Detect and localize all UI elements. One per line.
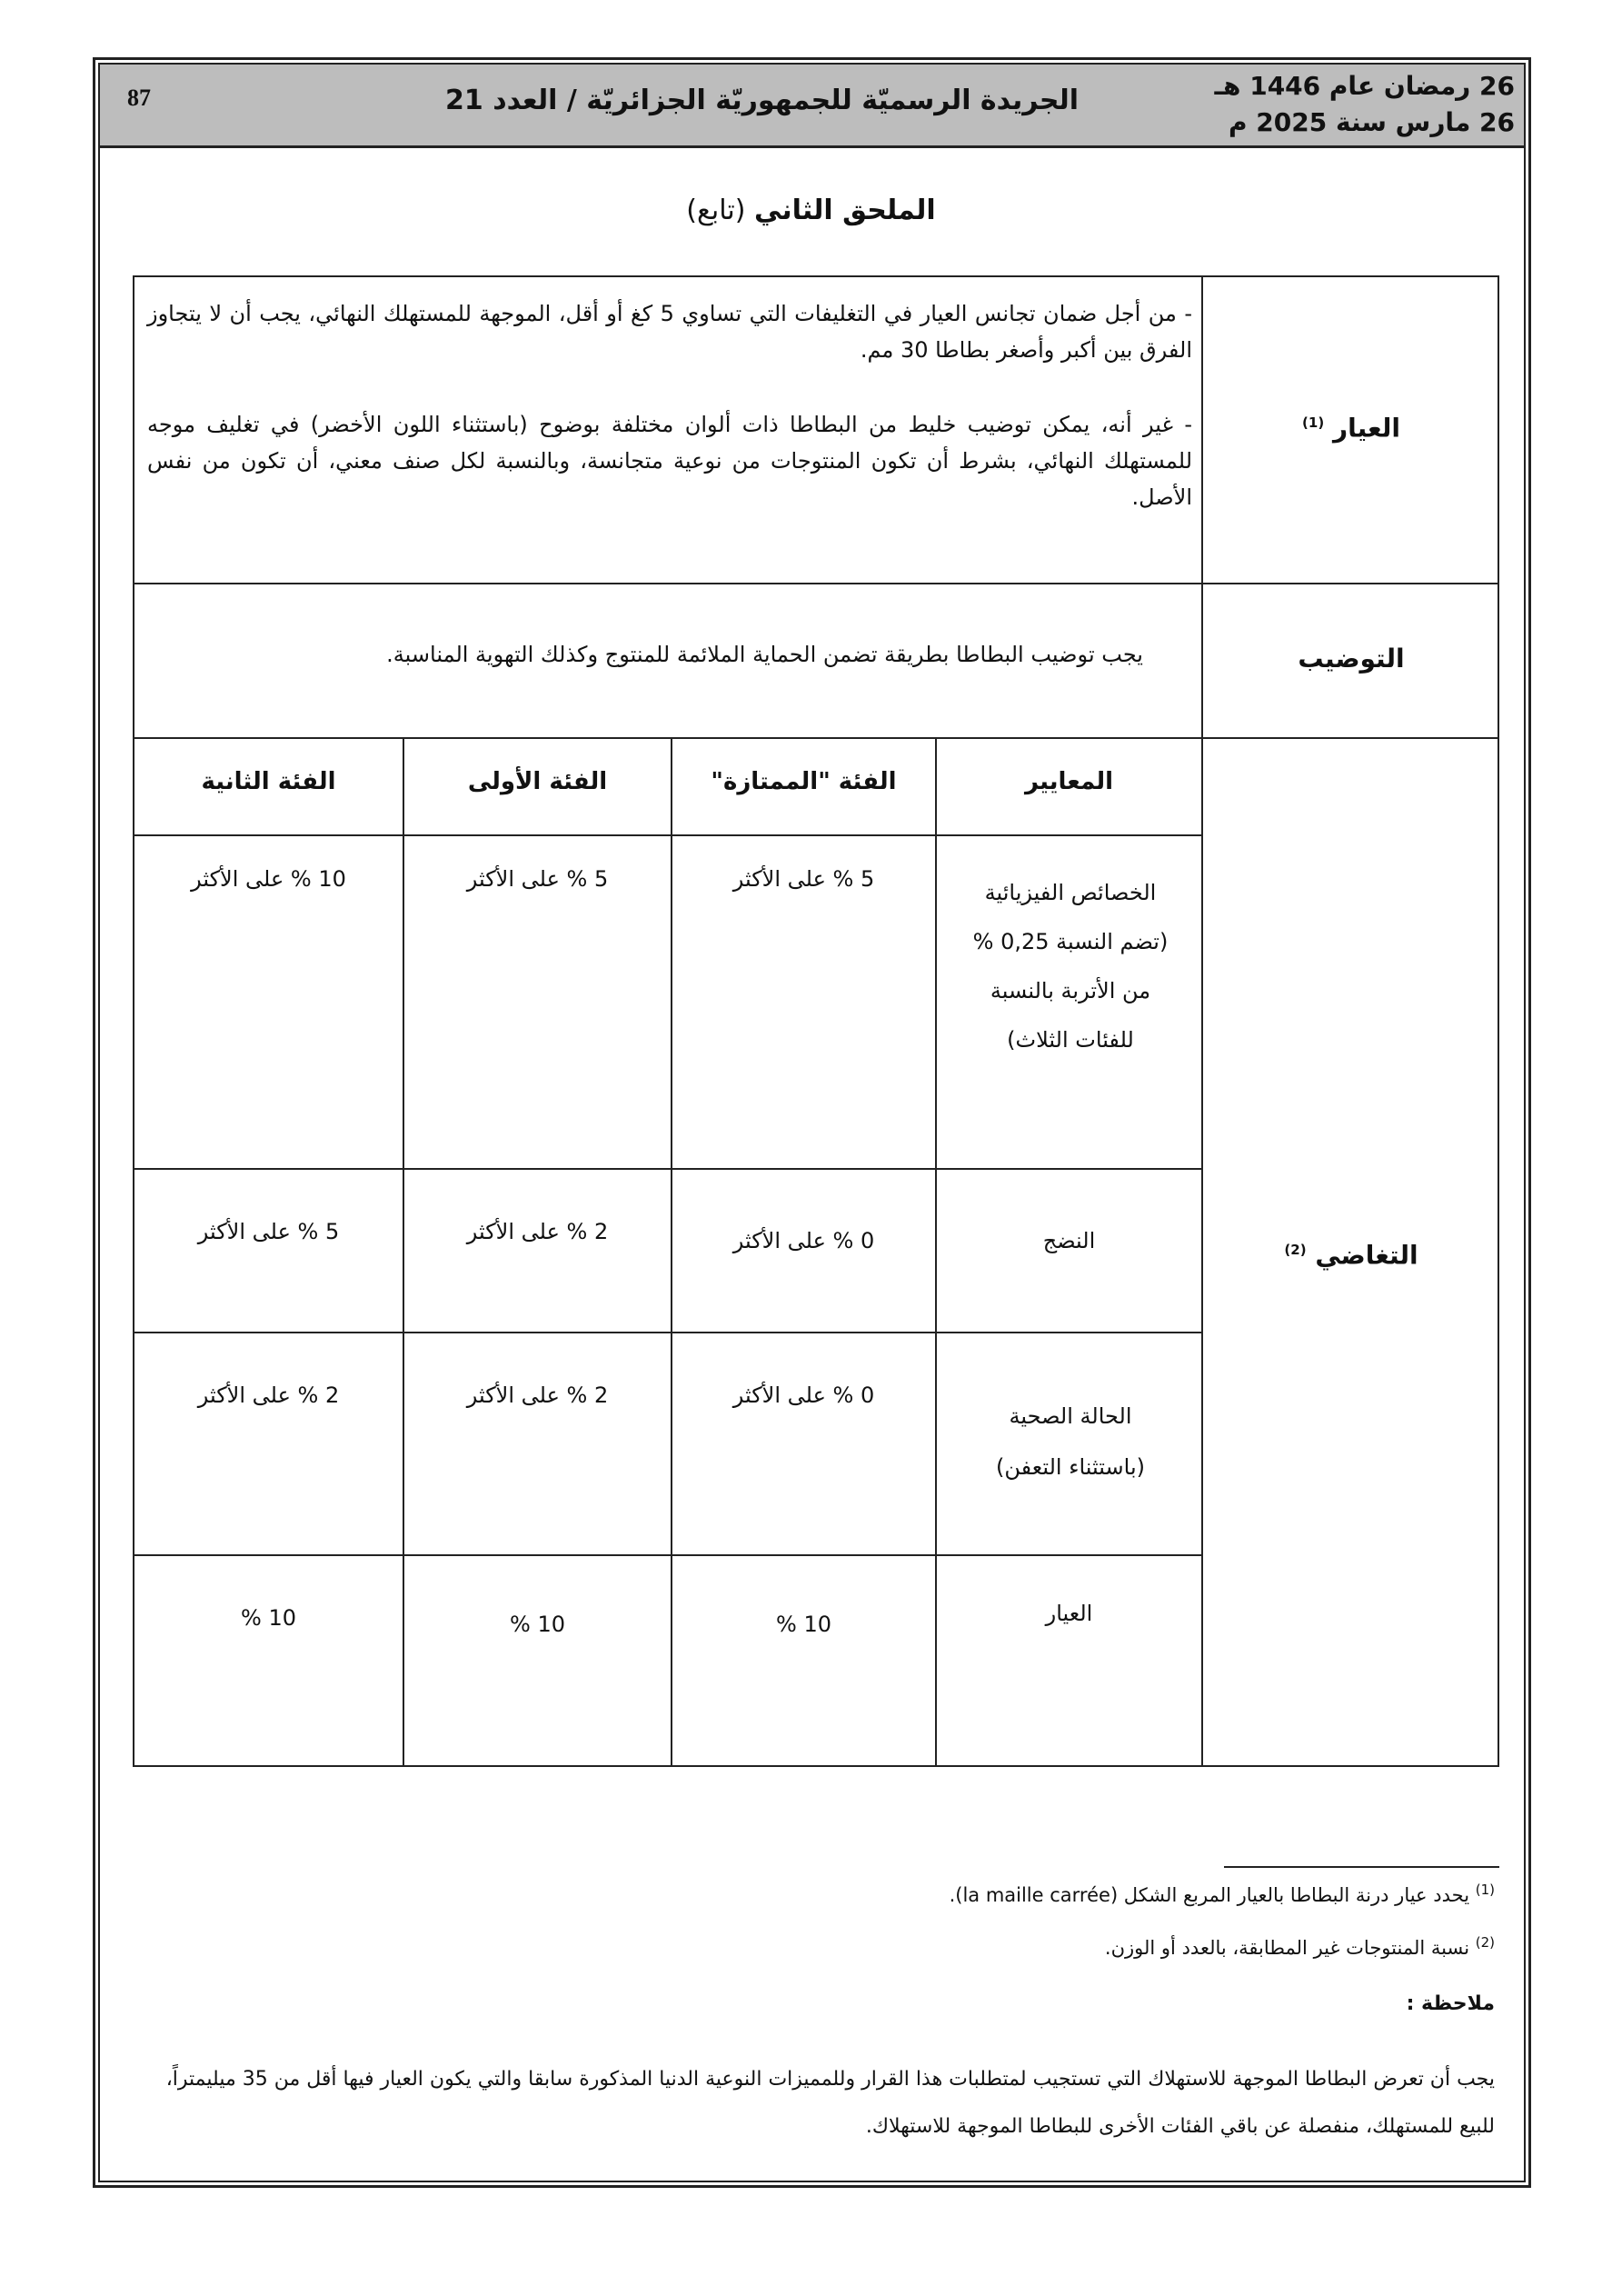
specifications-table <box>133 275 1499 1767</box>
caliber-second: 10 % <box>241 1605 296 1631</box>
annex-subtitle: (تابع) <box>686 195 746 226</box>
ripeness-extra: 0 % على الأكثر <box>732 1228 875 1253</box>
footnote-2: $^{(2)}$ نسبة المنتوجات غير المطابقة، بالعدد أو الوزن. <box>1104 1934 1495 1959</box>
physical-first: 5 % على الأكثر <box>466 866 609 892</box>
annex-title <box>0 195 1622 226</box>
page-header <box>100 65 1524 148</box>
physical-second: 10 % على الأكثر <box>191 866 346 892</box>
packaging-label: التوضيب <box>1298 644 1405 674</box>
health-first: 2 % على الأكثر <box>466 1383 609 1408</box>
health-second: 2 % على الأكثر <box>197 1383 340 1408</box>
ripeness-first: 2 % على الأكثر <box>466 1219 609 1244</box>
footnote-separator <box>1224 1866 1499 1868</box>
criterion-caliber: العيار <box>1045 1601 1093 1626</box>
caliber-paragraph-2: - غير أنه، يمكن توضيب خليط من البطاطا ذات ألوان مختلفة بوضوح (باستثناء اللون الأخضر) في تغليف موجه للمستهلك النهائي، بشرط أن تكون المنتوجات من نوعية متجانسة، وبالنسبة لكل صنف معني، أن تكون من نفس الأصل. <box>147 412 1192 510</box>
column-header-first: الفئة الأولى <box>467 768 608 795</box>
health-extra: 0 % على الأكثر <box>732 1383 875 1408</box>
column-header-second: الفئة الثانية <box>201 768 336 795</box>
caliber-first: 10 % <box>510 1612 565 1637</box>
column-header-criteria: المعايير <box>1024 768 1114 795</box>
footnote-1: $^{(1)}$ يحدد عيار درنة البطاطا بالعيار المربع الشكل (la maille carrée). <box>949 1882 1495 1906</box>
caliber-label: العيار $^{(1)}$ <box>1302 413 1400 444</box>
tolerance-label: التغاضي $^{(2)}$ <box>1284 1240 1418 1271</box>
date-gregorian: 26 مارس سنة 2025 م <box>1229 107 1515 137</box>
caliber-paragraph-1: - من أجل ضمان تجانس العيار في التغليفات التي تساوي 5 كغ أو أقل، الموجهة للمستهلك النهائي، يجب أن لا يتجاوز الفرق بين أكبر وأصغر بطاطا 30 مم. <box>147 301 1193 363</box>
date-hijri: 26 رمضان عام 1446 هـ <box>1214 71 1515 101</box>
column-header-extra: الفئة "الممتازة" <box>711 768 897 795</box>
annex-title-text: الملحق الثاني <box>754 195 936 226</box>
journal-title: الجريدة الرسميّة للجمهوريّة الجزائريّة / العدد 21 <box>445 85 1080 116</box>
page-number: 87 <box>127 85 151 111</box>
ripeness-second: 5 % على الأكثر <box>197 1219 340 1244</box>
packaging-text: يجب توضيب البطاطا بطريقة تضمن الحماية الملائمة للمنتوج وكذلك التهوية المناسبة. <box>386 642 1143 667</box>
caliber-extra: 10 % <box>776 1612 831 1637</box>
criterion-health: الحالة الصحية (باستثناء التعفن) <box>996 1403 1145 1480</box>
note-label: ملاحظة : <box>1406 1992 1495 2015</box>
note-text: يجب أن تعرض البطاطا الموجهة للاستهلاك التي تستجيب لمتطلبات هذا القرار وللمميزات النوعية الدنيا المذكورة سابقا والتي يكون العيار فيها أقل من 35 ميليمتراً، للبيع للمستهلك، منفصلة عن باقي الفئات الأخرى للبطاطا الموجهة للاستهلاك. <box>165 2068 1495 2138</box>
criterion-ripeness: النضج <box>1042 1228 1096 1253</box>
physical-extra: 5 % على الأكثر <box>732 866 875 892</box>
criterion-physical: الخصائص الفيزيائية (تضم النسبة 0,25 % من الأتربة بالنسبة للفئات الثلاث) <box>972 880 1169 1053</box>
issue-date <box>1214 68 1515 141</box>
